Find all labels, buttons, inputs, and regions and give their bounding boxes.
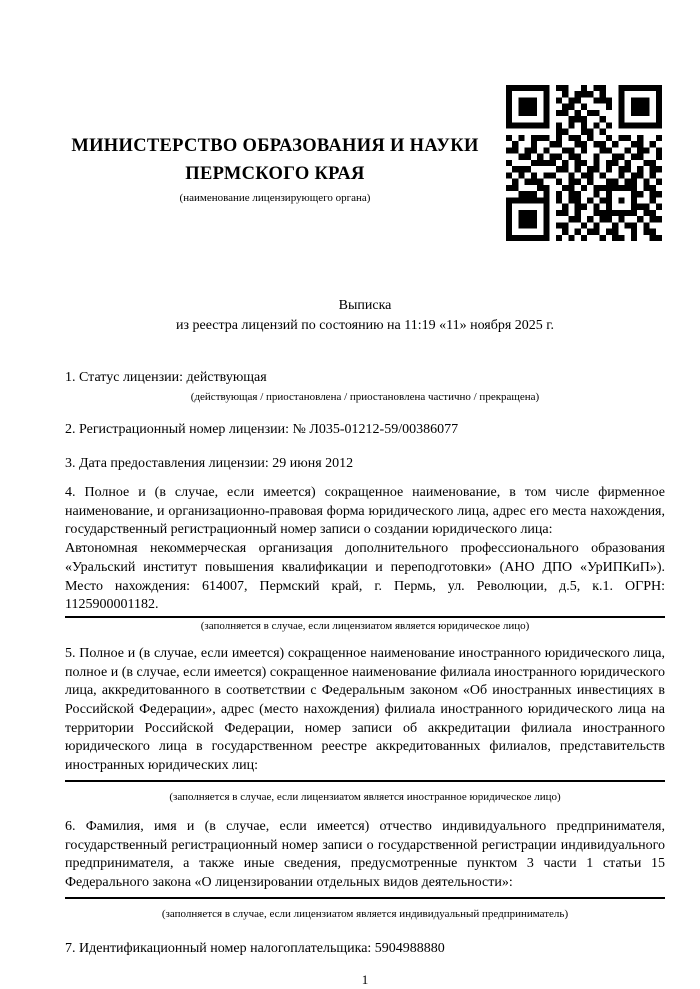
document-title-line1: Выписка [338,298,392,313]
item-registration-number: 2. Регистрационный номер лицензии: № Л035-01212-59/00386077 [65,422,459,437]
item-legal-entity-caption: (заполняется в случае, если лицензиатом является юридическое лицо) [200,619,530,632]
item-taxpayer-number: 7. Идентификационный номер налогоплательщика: 5904988880 [65,940,445,956]
qr-code [506,85,662,241]
authority-name-line2: ПЕРМСКОГО КРАЯ [185,164,365,184]
item-legal-entity-value: Автономная некоммерческая организация дополнительного профессионального образования «Уральский институт повышения квалификации и переподготовки» (АНО ДПО «УрИПКиП»). Место нахождения: 614007, Пермский край, г. Пермь, ул. Революции, д.5, к.1. ОГРН: 1125900001182. [65,541,665,613]
item-license-status-caption: (действующая / приостановлена / приостановлена частично / прекращена) [190,391,540,403]
authority-caption: (наименование лицензирующего органа) [179,192,371,204]
item-legal-entity-text: 4. Полное и (в случае, если имеется) сокращенное наименование, в том числе фирменное наименование, и организационно-правовая форма юридического лица, адрес его места нахождения, государственный регистрационный номер записи о создании юридического лица: [65,485,665,538]
authority-name-line1: МИНИСТЕРСТВО ОБРАЗОВАНИЯ И НАУКИ [71,136,479,156]
item-foreign-entity-caption: (заполняется в случае, если лицензиатом является иностранное юридическое лицо) [169,790,561,803]
page-number: 1 [361,971,369,987]
item-individual-entrepreneur: 6. Фамилия, имя и (в случае, если имеется) отчество индивидуального предпринимателя, государственный регистрационный номер записи о государственной регистрации индивидуального предпринимателя, а также иные сведения, предусмотренные пунктом 3 части 1 статьи 15 Федерального закона «О лицензировании отдельных видов деятельности»: [65,818,665,890]
item-individual-entrepreneur-caption: (заполняется в случае, если лицензиатом является индивидуальный предприниматель) [161,907,569,920]
licensing-authority-header [55,132,495,205]
item-grant-date: 3. Дата предоставления лицензии: 29 июня 2012 [65,456,354,471]
item-license-status: 1. Статус лицензии: действующая [65,370,267,385]
item-legal-entity [65,484,665,618]
item-individual-entrepreneur-blank-line [65,893,665,899]
item-foreign-entity: 5. Полное и (в случае, если имеется) сокращенное наименование иностранного юридического лица, полное и (в случае, если имеется) сокращенное наименование филиала иностранного юридического лица, аккредитованного в соответствии с Федеральным законом «Об иностранных инвестициях в Российской Федерации», адрес (место нахождения) филиала иностранного юридического лица на территории Российской Федерации, номер записи об аккредитации филиала иностранного юридического лица в государственном реестре аккредитованных филиалов, представительств иностранных юридических лиц: [65,645,665,774]
document-body [65,364,665,989]
item-foreign-entity-blank-line [65,776,665,782]
document-title [65,296,665,336]
document-title-line2: из реестра лицензий по состоянию на 11:19 «11» ноября 2025 г. [176,318,554,333]
